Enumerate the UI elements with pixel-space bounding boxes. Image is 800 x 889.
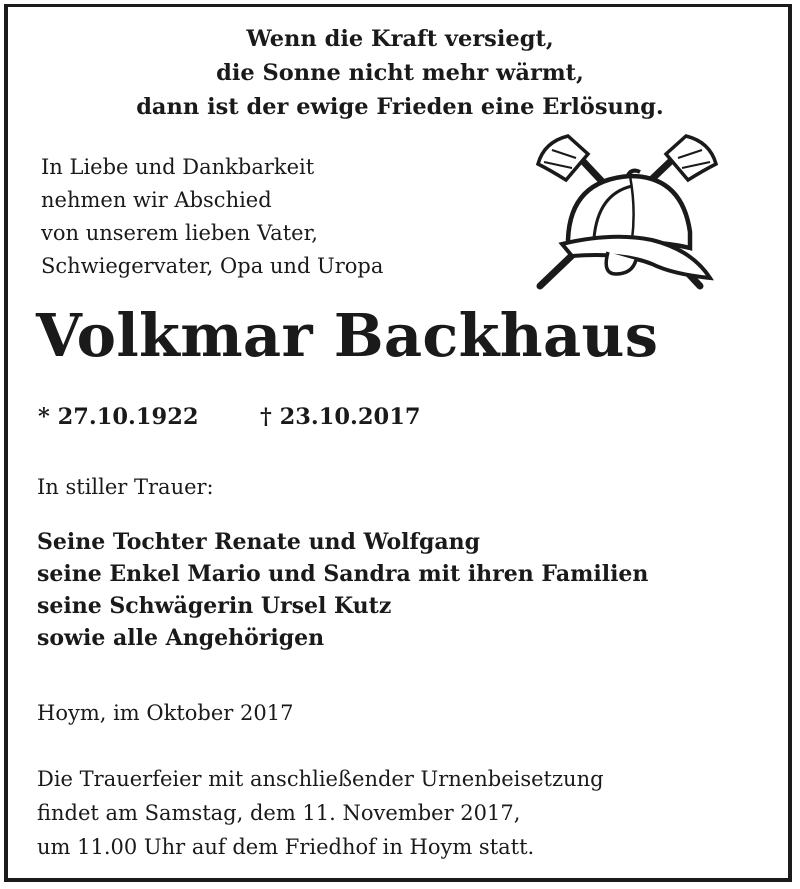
mourner-line: Seine Tochter Renate und Wolfgang [37, 529, 481, 555]
mourner-line: sowie alle Angehörigen [37, 625, 325, 651]
motto-line: dann ist der ewige Frieden eine Erlösung. [136, 94, 664, 120]
ceremony-info [37, 762, 604, 864]
mourners-list [37, 526, 648, 654]
mourners-label: In stiller Trauer: [37, 475, 214, 499]
intro-line: In Liebe und Dankbarkeit [41, 155, 315, 179]
intro-line: von unserem lieben Vater, [41, 221, 318, 245]
death-date: † 23.10.2017 [260, 404, 421, 430]
ceremony-line: findet am Samstag, dem 11. November 2017, [37, 801, 521, 825]
intro-line: Schwiegervater, Opa und Uropa [41, 254, 384, 278]
motto-line: Wenn die Kraft versiegt, [246, 26, 554, 52]
firefighter-helmet-crossed-axes-icon [532, 128, 722, 294]
intro-text [41, 151, 383, 283]
motto-line: die Sonne nicht mehr wärmt, [216, 60, 584, 86]
place-date: Hoym, im Oktober 2017 [37, 701, 294, 725]
mourner-line: seine Schwägerin Ursel Kutz [37, 593, 392, 619]
birth-date: * 27.10.1922 [38, 404, 199, 430]
motto-verse [0, 22, 800, 124]
ceremony-line: um 11.00 Uhr auf dem Friedhof in Hoym statt. [37, 835, 535, 859]
life-dates [38, 398, 421, 436]
deceased-name: Volkmar Backhaus [36, 301, 659, 370]
intro-line: nehmen wir Abschied [41, 188, 272, 212]
ceremony-line: Die Trauerfeier mit anschließender Urnenbeisetzung [37, 767, 604, 791]
mourner-line: seine Enkel Mario und Sandra mit ihren Familien [37, 561, 649, 587]
